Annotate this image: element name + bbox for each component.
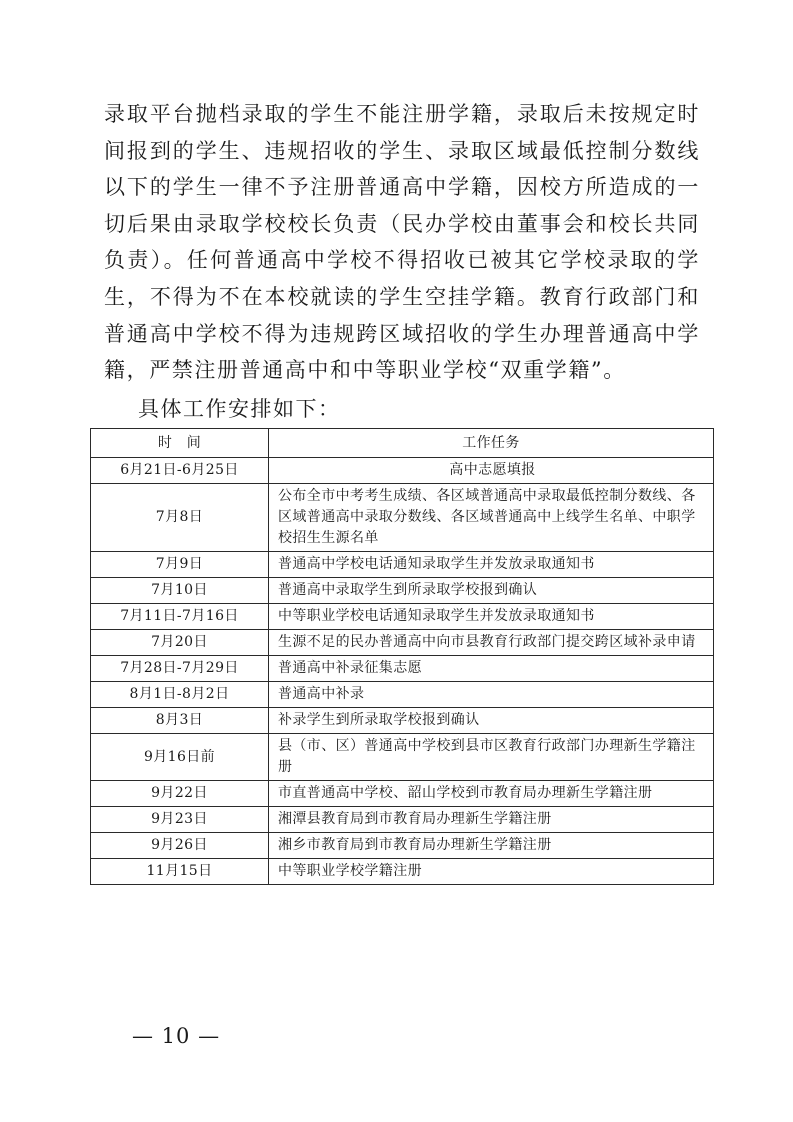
- table-row: [91, 682, 714, 708]
- row-time: 8月3日: [91, 708, 269, 734]
- schedule-table: [90, 428, 714, 885]
- row-task: 中等职业学校学籍注册: [269, 859, 714, 885]
- table-header-row: [91, 429, 714, 458]
- row-task: 补录学生到所录取学校报到确认: [269, 708, 714, 734]
- table-row: [91, 708, 714, 734]
- row-time: 9月26日: [91, 833, 269, 859]
- table-row: [91, 578, 714, 604]
- table-row: [91, 781, 714, 807]
- row-task: 生源不足的民办普通高中向市县教育行政部门提交跨区域补录申请: [269, 630, 714, 656]
- row-task: 普通高中补录征集志愿: [269, 656, 714, 682]
- row-task: 普通高中录取学生到所录取学校报到确认: [269, 578, 714, 604]
- row-task: 市直普通高中学校、韶山学校到市教育局办理新生学籍注册: [269, 781, 714, 807]
- table-row: [91, 833, 714, 859]
- row-time: 7月11日-7月16日: [91, 604, 269, 630]
- row-time: 7月9日: [91, 552, 269, 578]
- row-time: 7月10日: [91, 578, 269, 604]
- row-task: 普通高中补录: [269, 682, 714, 708]
- row-time: 9月23日: [91, 807, 269, 833]
- table-row: [91, 458, 714, 484]
- row-time: 7月28日-7月29日: [91, 656, 269, 682]
- row-task: 中等职业学校电话通知录取学生并发放录取通知书: [269, 604, 714, 630]
- body-paragraph: 录取平台抛档录取的学生不能注册学籍，录取后未按规定时间报到的学生、违规招收的学生、录取区域最低控制分数线以下的学生一律不予注册普通高中学籍，因校方所造成的一切后果由录取学校校长负责（民办学校由董事会和校长共同负责）。任何普通高中学校不得招收已被其它学校录取的学生，不得为不在本校就读的学生空挂学籍。教育行政部门和普通高中学校不得为违规跨区域招收的学生办理普通高中学籍，严禁注册普通高中和中等职业学校“双重学籍”。: [104, 102, 700, 383]
- table-row: [91, 656, 714, 682]
- table-row: [91, 552, 714, 578]
- header-time: 时 间: [91, 429, 269, 458]
- row-task: 湘潭县教育局到市教育局办理新生学籍注册: [269, 807, 714, 833]
- table-row: [91, 604, 714, 630]
- row-task: 湘乡市教育局到市教育局办理新生学籍注册: [269, 833, 714, 859]
- schedule-intro: 具体工作安排如下：: [138, 397, 341, 421]
- row-time: 9月22日: [91, 781, 269, 807]
- table-row: [91, 630, 714, 656]
- row-time: 6月21日-6月25日: [91, 458, 269, 484]
- table-row: [91, 734, 714, 781]
- header-task: 工作任务: [269, 429, 714, 458]
- row-time: 7月20日: [91, 630, 269, 656]
- row-time: 11月15日: [91, 859, 269, 885]
- row-task: 公布全市中考考生成绩、各区域普通高中录取最低控制分数线、各区域普通高中录取分数线、各区域普通高中上线学生名单、中职学校招生生源名单: [269, 484, 714, 552]
- row-time: 9月16日前: [91, 734, 269, 781]
- row-task: 普通高中学校电话通知录取学生并发放录取通知书: [269, 552, 714, 578]
- row-time: 8月1日-8月2日: [91, 682, 269, 708]
- table-row: [91, 484, 714, 552]
- table-row: [91, 859, 714, 885]
- row-task: 高中志愿填报: [269, 458, 714, 484]
- row-time: 7月8日: [91, 484, 269, 552]
- page-number: — 10 —: [132, 1024, 221, 1048]
- table-row: [91, 807, 714, 833]
- row-task: 县（市、区）普通高中学校到县市区教育行政部门办理新生学籍注册: [269, 734, 714, 781]
